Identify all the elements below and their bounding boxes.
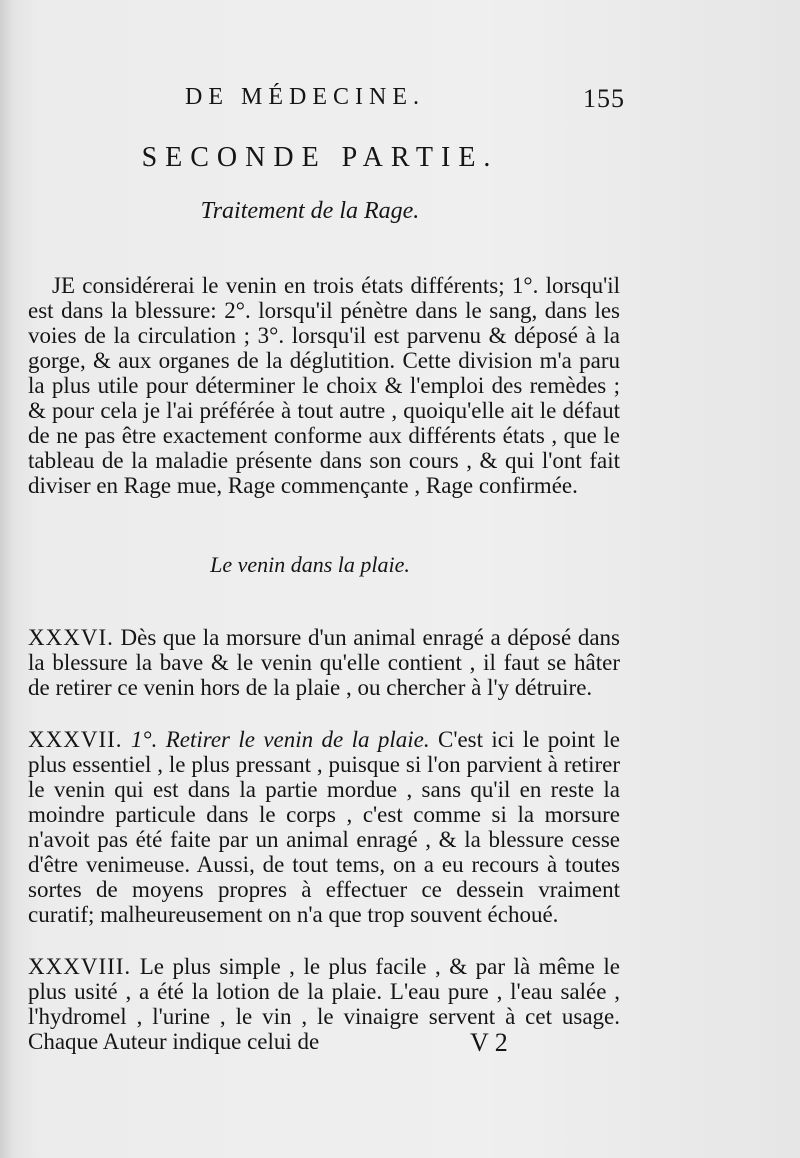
section-title: Traitement de la Rage. [200, 198, 420, 224]
intro-paragraph: JE considérerai le venin en trois états différents; 1°. lorsqu'il est dans la blessure: 2°. lorsqu'il pénètre dans le sang, dans les voies de la circulation ; 3°. lorsqu'il est parvenu & déposé à la gorge, & aux organes de la déglutition. Cette division m'a paru la plus utile pour déterminer le choix & l'emploi des remèdes ; & pour cela je l'ai préférée à tout autre , quoiqu'elle ait le défaut de ne pas être exactement conforme aux différents états , que le tableau de la maladie présente dans son cours , & qui l'ont fait diviser en Rage mue, Rage commençante , Rage confirmée. [28, 273, 620, 498]
article-paragraph [28, 625, 620, 700]
subsection-title: Le venin dans la plaie. [210, 552, 410, 577]
article-text: Dès que la morsure d'un animal enragé a déposé dans la blessure la bave & le venin qu'elle contient , il faut se hâter de retirer ce venin hors de la plaie , ou chercher à l'y détruire. [28, 625, 620, 700]
running-head-title: DE MÉDECINE. [185, 84, 425, 110]
running-head [185, 84, 625, 124]
signature-mark: V 2 [470, 1028, 508, 1057]
article-paragraph [28, 727, 620, 927]
article-text: Le plus simple , le plus facile , & par là même le plus usité , a été la lotion de la plaie. L'eau pure , l'eau salée , l'hydromel , l'urine , le vin , le vinaigre servent à cet usage. Chaque Auteur indique celui de [28, 954, 620, 1054]
article-numeral: XXXVII. [28, 727, 123, 752]
part-title: SECONDE PARTIE. [141, 142, 499, 173]
article-text: C'est ici le point le plus essentiel , le plus pressant , puisque si l'on parvient à retirer le venin qui est dans la partie mordue , sans qu'il en reste la moindre particule dans le corps , c'est comme si la morsure n'avoit pas été faite par un animal enragé , & la blessure cesse d'être venimeuse. Aussi, de tout tems, on a eu recours à toutes sortes de moyens propres à effectuer ce dessein vraiment curatif; malheureusement on n'a que trop souvent échoué. [28, 727, 620, 927]
article-numeral: XXXVI. [28, 625, 114, 650]
article-paragraph [28, 954, 620, 1054]
article-numeral: XXXVIII. [28, 954, 132, 979]
article-lead-italic: 1°. Retirer le venin de la plaie. [122, 727, 430, 752]
page-number: 155 [583, 84, 625, 113]
